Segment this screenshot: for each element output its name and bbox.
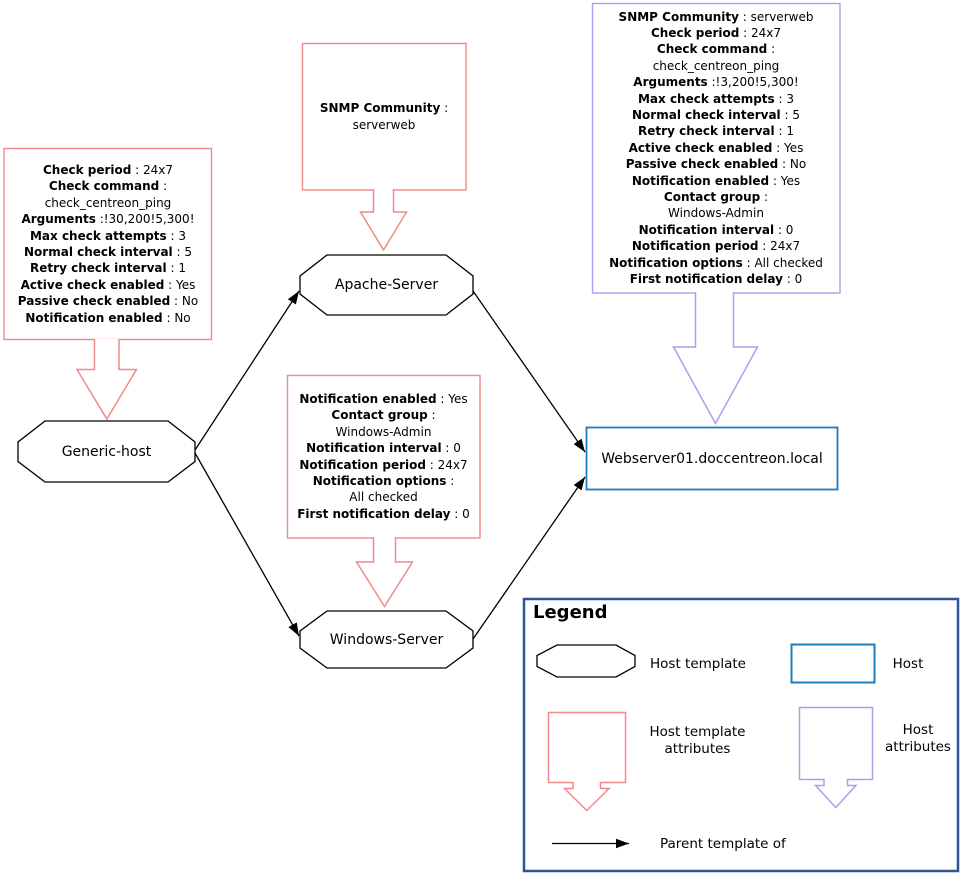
attribute-line: Max check attempts : 3 xyxy=(29,228,187,243)
attribute-line: Active check enabled : Yes xyxy=(628,140,804,155)
attribute-line: Active check enabled : Yes xyxy=(20,277,196,292)
attribute-line: SNMP Community : xyxy=(319,101,449,116)
attribute-line: Notification period : 24x7 xyxy=(299,457,468,472)
attribute-line: Check period : 24x7 xyxy=(650,25,782,40)
apache-server-node-shape xyxy=(300,255,473,315)
legend-host-label: Host xyxy=(892,655,924,672)
attribute-line: check_centreon_ping xyxy=(44,195,172,210)
legend-host-attributes-label: Host attributes xyxy=(885,722,951,755)
template-attributes-arrow-apache xyxy=(361,189,407,250)
attribute-line: First notification delay : 0 xyxy=(629,272,803,287)
webserver-host-node-shape xyxy=(587,428,838,490)
attribute-line: Notification enabled : Yes xyxy=(631,173,801,188)
attribute-line: check_centreon_ping xyxy=(652,58,780,73)
attribute-line: Retry check interval : 1 xyxy=(638,124,794,139)
apache-server-node-label: Apache-Server xyxy=(334,277,439,293)
attribute-line: Contact group : xyxy=(331,408,436,423)
windows-server-node-label: Windows-Server xyxy=(329,631,444,648)
attribute-line: Retry check interval : 1 xyxy=(30,261,186,276)
legend-parent-template-label: Parent template of xyxy=(660,835,786,852)
attribute-line: Windows-Admin xyxy=(335,424,432,439)
attribute-line: All checked xyxy=(349,490,418,505)
attribute-line: Arguments :!3,200!5,300! xyxy=(633,75,799,90)
legend-host-template-attributes-label: Host template attributes xyxy=(649,724,746,757)
attribute-line: Contact group : xyxy=(663,190,769,205)
edge-apache-to-webserver xyxy=(473,291,585,452)
webserver-host-attributes-box-border xyxy=(593,4,841,294)
attribute-line: Check command : xyxy=(656,42,776,57)
webserver-host-node-label: Webserver01.doccentreon.local xyxy=(601,450,823,467)
attribute-line: serverweb xyxy=(352,117,416,132)
legend-host-template-shape xyxy=(537,645,635,677)
attribute-line: Notification period : 24x7 xyxy=(631,239,801,254)
attribute-line: Passive check enabled : No xyxy=(17,294,199,309)
attribute-line: Notification enabled : Yes xyxy=(299,391,468,406)
attribute-line: SNMP Community : serverweb xyxy=(618,9,814,24)
attribute-line: Passive check enabled : No xyxy=(625,157,807,172)
attribute-line: Notification options : All checked xyxy=(609,255,823,270)
apache-snmp-attributes-box-border xyxy=(303,44,467,191)
legend-host-template-label: Host template xyxy=(650,655,746,672)
attribute-line: Notification options : xyxy=(312,473,455,488)
attribute-line: Notification interval : 0 xyxy=(306,441,461,456)
generic-host-attributes-box-border xyxy=(4,149,212,340)
host-attributes-arrow-webserver xyxy=(674,292,758,424)
attribute-line: Normal check interval : 5 xyxy=(24,245,192,259)
generic-host-node-shape xyxy=(18,421,195,482)
legend-host-shape xyxy=(792,645,875,683)
windows-server-node-shape xyxy=(300,611,473,668)
generic-host-node-label: Generic-host xyxy=(61,443,152,460)
template-attributes-arrow-windows xyxy=(357,537,413,607)
attribute-line: Arguments :!30,200!5,300! xyxy=(21,212,195,227)
attribute-line: Check command : xyxy=(48,179,168,194)
attribute-line: Notification interval : 0 xyxy=(638,222,794,237)
edge-generic-to-windows xyxy=(195,453,299,636)
attribute-line: Max check attempts : 3 xyxy=(637,91,795,106)
attribute-line: Windows-Admin xyxy=(668,206,764,221)
attribute-line: First notification delay : 0 xyxy=(297,506,470,521)
attribute-line: Check period : 24x7 xyxy=(42,162,174,177)
legend-title: Legend xyxy=(533,602,608,623)
attribute-line: Notification enabled : No xyxy=(25,310,191,325)
template-attributes-arrow-generic xyxy=(77,339,137,419)
windows-notification-attributes-box-border xyxy=(288,376,481,539)
attribute-line: Normal check interval : 5 xyxy=(632,107,800,122)
